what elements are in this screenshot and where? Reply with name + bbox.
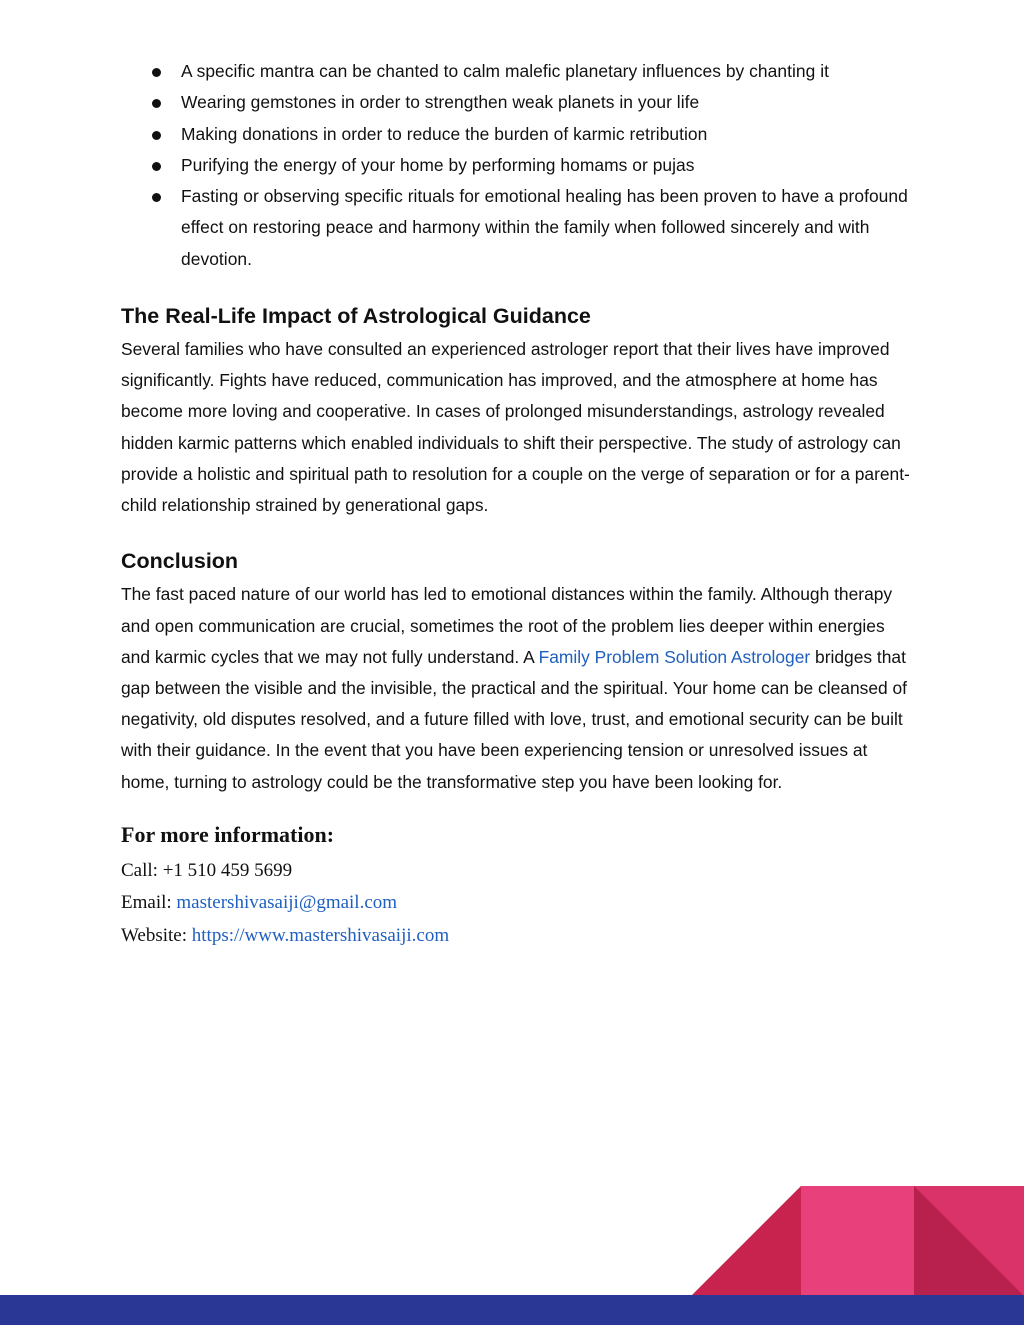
footer-bar <box>0 1295 1024 1325</box>
footer-square-pink <box>801 1186 914 1295</box>
list-item-text: Wearing gemstones in order to strengthen weak planets in your life <box>181 92 700 113</box>
website-label: Website: <box>121 924 192 946</box>
contact-heading: For more information: <box>121 821 335 847</box>
call-label: Call: <box>121 859 163 881</box>
email-link[interactable]: mastershivasaiji@gmail.com <box>176 892 398 914</box>
list-item-text: Purifying the energy of your home by performing homams or pujas <box>181 154 695 175</box>
email-label: Email: <box>121 892 177 914</box>
conclusion-text-end: bridges that gap between the visible and the invisible, the practical and the spiritual. Your home can be cleansed of negativity, old disputes resolved, and a future filled with love, trust, and emotional security can be built with their guidance. In the event that you have been experiencing tension or unresolved issues at home, turning to astrology could be the transformative step you have been looking for. <box>121 646 907 792</box>
list-item-text: Making donations in order to reduce the burden of karmic retribution <box>181 123 708 144</box>
impact-paragraph: Several families who have consulted an experienced astrologer report that their lives have improved significantly. Fights have reduced, communication has improved, and the atmosphere at home has become more loving and cooperative. In cases of prolonged misunderstandings, astrology revealed hidden karmic patterns which enabled individuals to shift their perspective. The study of astrology can provide a holistic and spiritual path to resolution for a couple on the verge of separation or for a parent-child relationship strained by generational gaps. <box>121 339 910 516</box>
conclusion-text-start: The fast paced nature of our world has led to emotional distances within the family. Although therapy and open communication are crucial, sometimes the root of the problem lies deeper within energies and karmic cycles that we may not fully understand. A <box>121 584 893 667</box>
phone-number: +1 510 459 5699 <box>162 859 293 881</box>
family-problem-astrologer-link[interactable]: Family Problem Solution Astrologer <box>538 646 811 667</box>
footer-triangle-left <box>692 1186 801 1295</box>
list-item-text: Fasting or observing specific rituals for emotional healing has been proven to have a profound effect on restoring peace and harmony within the family when followed sincerely and with devotion. <box>181 186 908 269</box>
impact-heading: The Real-Life Impact of Astrological Guidance <box>121 304 591 329</box>
website-link[interactable]: https://www.mastershivasaiji.com <box>191 924 450 946</box>
conclusion-heading: Conclusion <box>121 549 239 574</box>
list-item-text: A specific mantra can be chanted to calm malefic planetary influences by chanting it <box>181 61 830 81</box>
